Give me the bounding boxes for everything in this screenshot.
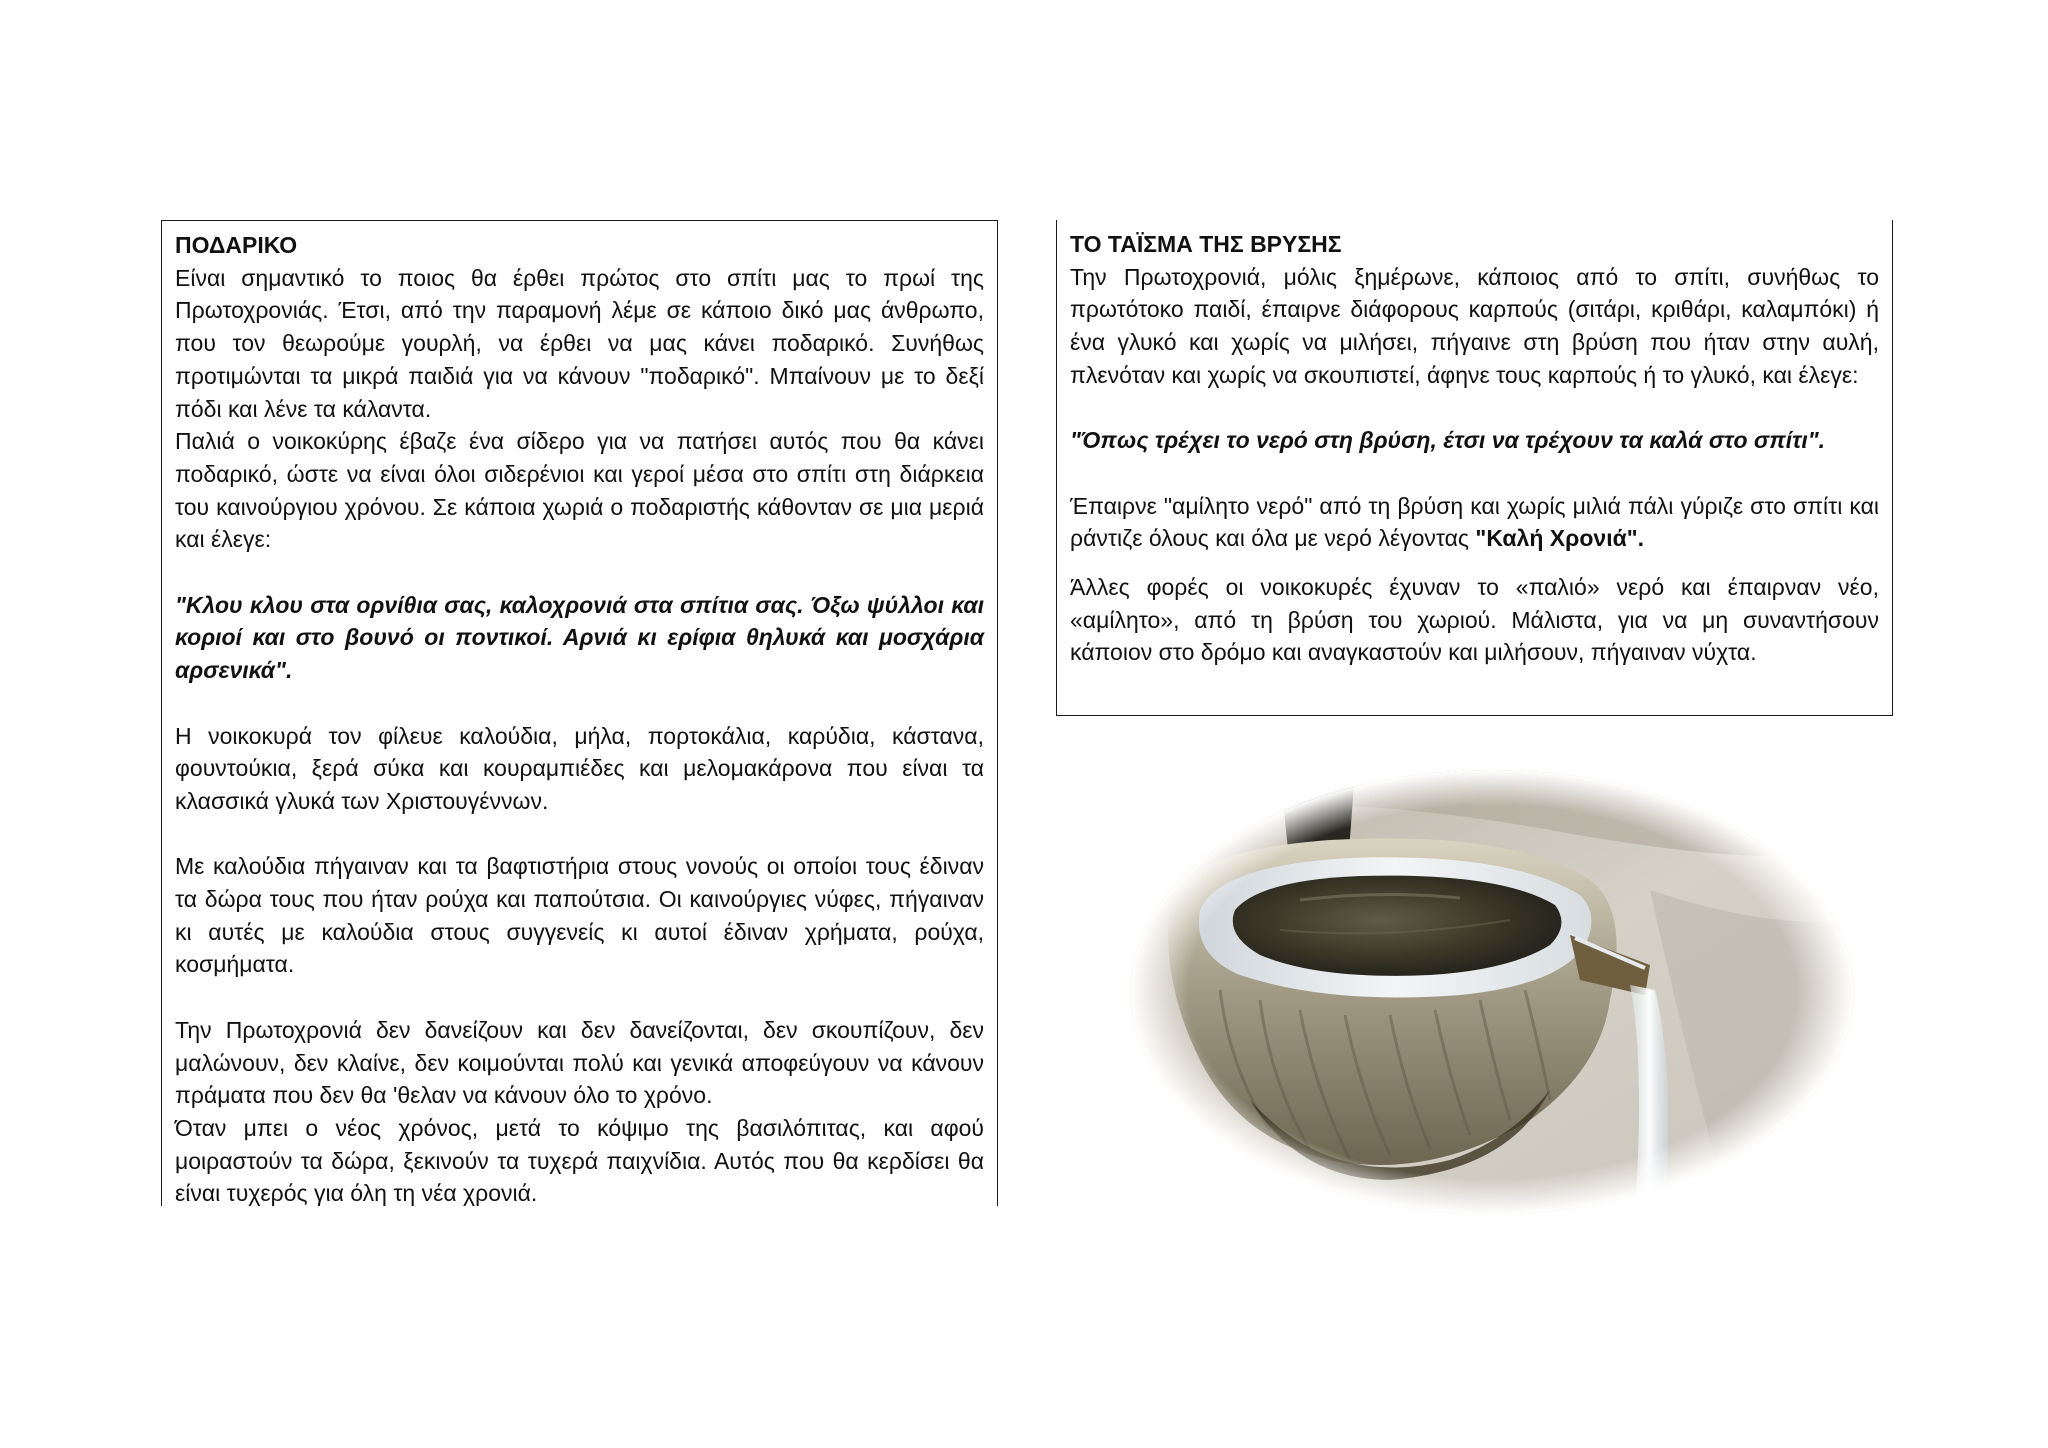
fountain-feeding-title: ΤΟ ΤΑΪΣΜΑ ΤΗΣ ΒΡΥΣΗΣ	[1070, 231, 1342, 257]
fountain-paragraph-2	[1070, 490, 1879, 555]
podariko-title: ΠΟΔΑΡΙΚΟ	[175, 232, 298, 258]
podariko-paragraph-4: Με καλούδια πήγαιναν και τα βαφτιστήρια στους νονούς οι οποίοι τους έδιναν τα δώρα τους που ήταν ρούχα και παπούτσια. Οι καινούργιες νύφες, πήγαιναν κι αυτές με καλούδια στους συγγενείς κι αυτοί έδιναν χρήματα, ρούχα, κοσμήματα.	[175, 853, 984, 978]
podariko-saying: "Κλου κλου στα ορνίθια σας, καλοχρονιά στα σπίτια σας. Όξω ψύλλοι και κοριοί και στο βουνό οι ποντικοί. Αρνιά κι ερίφια θηλυκά και μοσχάρια αρσενικά".	[175, 591, 984, 684]
fountain-basin-illustration	[1130, 770, 1855, 1215]
podariko-paragraph-2: Παλιά ο νοικοκύρης έβαζε ένα σίδερο για να πατήσει αυτός που θα κάνει ποδαρικό, ώστε να είναι όλοι σιδερένιοι και γεροί μέσα στο σπίτι στη διάρκεια του καινούργιου χρόνου. Σε κάποια χωριά ο ποδαριστής κάθονταν σε μια μεριά και έλεγε:	[175, 428, 984, 553]
podariko-paragraph-5: Την Πρωτοχρονιά δεν δανείζουν και δεν δανείζονται, δεν σκουπίζουν, δεν μαλώνουν, δεν κλαίνε, δεν κοιμούνται πολύ και γενικά αποφεύγουν να κάνουν πράματα που δεν θα 'θελαν να κάνουν όλο το χρόνο.	[175, 1016, 984, 1109]
podariko-paragraph-6: Όταν μπει ο νέος χρόνος, μετά το κόψιμο της βασιλόπιτας, και αφού μοιραστούν τα δώρα, ξεκινούν τα τυχερά παιχνίδια. Αυτός που θα κερδίσει θα είναι τυχερός για όλη τη νέα χρονιά.	[175, 1114, 984, 1207]
fountain-feeding-section	[1056, 220, 1893, 716]
fountain-paragraph-2-text: Έπαιρνε "αμίλητο νερό" από τη βρύση και χωρίς μιλιά πάλι γύριζε στο σπίτι και ράντιζε όλους και όλα με νερό λέγοντας	[1070, 492, 1879, 552]
fountain-paragraph-1: Την Πρωτοχρονιά, μόλις ξημέρωνε, κάποιος από το σπίτι, συνήθως το πρωτότοκο παιδί, έπαιρνε διάφορους καρπούς (σιτάρι, κριθάρι, καλαμπόκι) ή ένα γλυκό και χωρίς να μιλήσει, πήγαινε στη βρύση που ήταν στην αυλή, πλενόταν και χωρίς να σκουπιστεί, άφηνε τους καρπούς ή το γλυκό, και έλεγε:	[1070, 263, 1879, 388]
podariko-paragraph-1: Είναι σημαντικό το ποιος θα έρθει πρώτος στο σπίτι μας το πρωί της Πρωτοχρονιάς. Έτσι, από την παραμονή λέμε σε κάποιο δικό μας άνθρωπο, που τον θεωρούμε γουρλή, να έρθει να μας κάνει ποδαρικό. Συνήθως προτιμώνται τα μικρά παιδιά για να κάνουν "ποδαρικό". Μπαίνουν με το δεξί πόδι και λένε τα κάλαντα.	[175, 264, 984, 422]
fountain-saying: "Όπως τρέχει το νερό στη βρύση, έτσι να τρέχουν τα καλά στο σπίτι".	[1070, 427, 1826, 454]
fountain-basin-image	[1130, 770, 1855, 1215]
fountain-paragraph-3: Άλλες φορές οι νοικοκυρές έχυναν το «παλιό» νερό και έπαιρναν νέο, «αμίλητο», από τη βρύση του χωριού. Μάλιστα, για να μη συναντήσουν κάποιον στο δρόμο και αναγκαστούν και μιλήσουν, πήγαιναν νύχτα.	[1070, 574, 1879, 666]
podariko-paragraph-3: Η νοικοκυρά τον φίλευε καλούδια, μήλα, πορτοκάλια, καρύδια, κάστανα, φουντούκια, ξερά σύκα και κουραμπιέδες και μελομακάρονα που είναι τα κλασσικά γλυκά των Χριστουγέννων.	[175, 722, 984, 814]
happy-new-year-wish: "Καλή Χρονιά".	[1475, 525, 1645, 552]
podariko-section	[161, 220, 998, 1206]
